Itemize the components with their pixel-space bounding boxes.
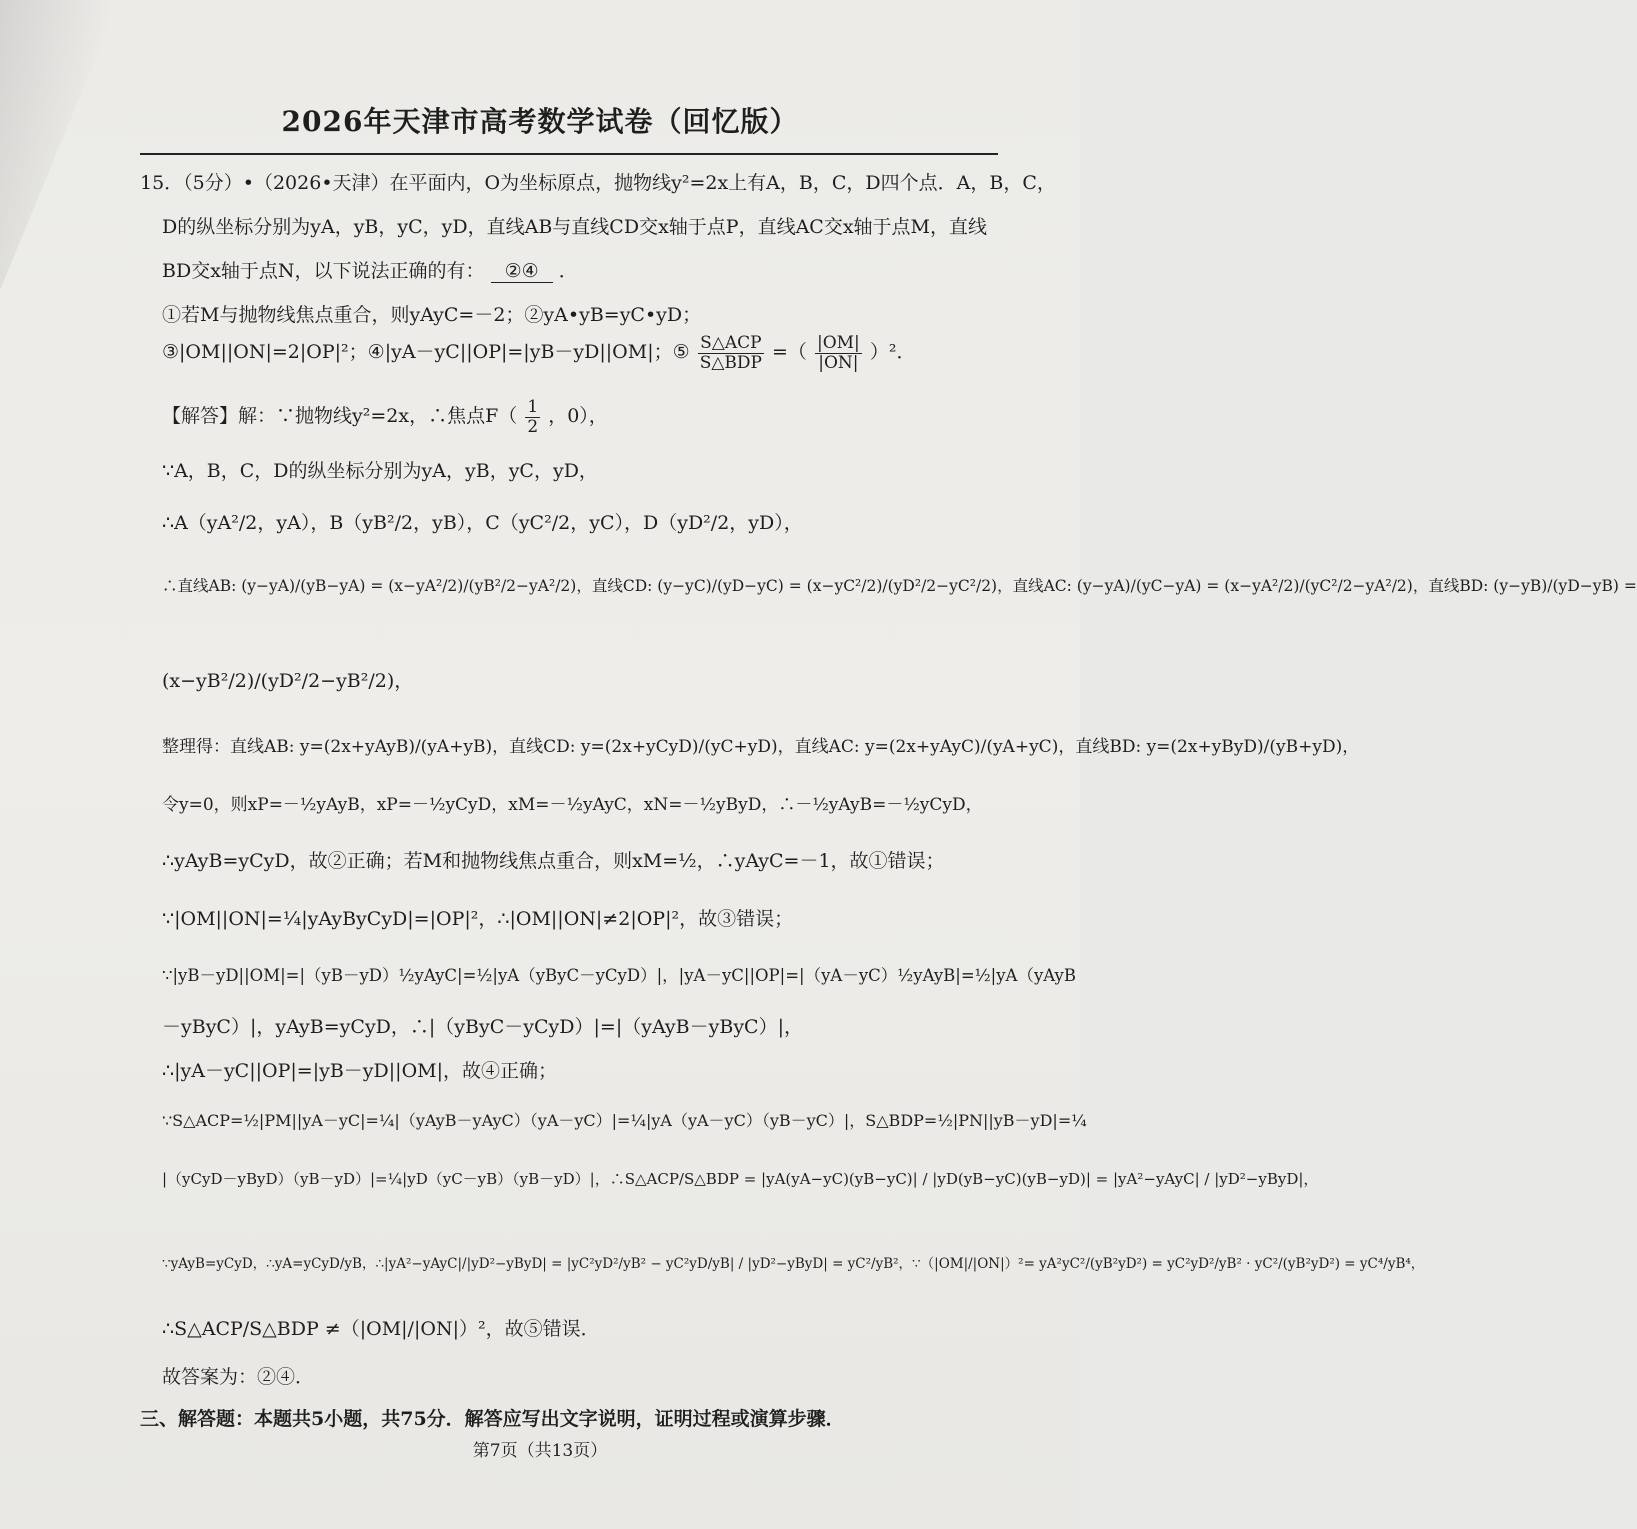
solution-line-1-end: ，0）， — [548, 405, 608, 428]
solution-line-4b: (x−yB²/2)/(yD²/2−yB²/2)， — [162, 670, 414, 692]
options-row-1: ①若M与抛物线焦点重合，则yAyC=－2；②yA•yB=yC•yD； — [162, 304, 702, 326]
solution-line-9: ∵|yB－yD||OM|=|（yB－yD）½yAyC|=½|yA（yByC－yCyD）|，|yA－yC||OP|=|（yA－yC）½yAyB|=½|yA（yAyB — [162, 966, 1076, 985]
solution-line-12: ∵S△ACP=½|PM||yA－yC|=¼|（yAyB－yAyC）（yA－yC）|=¼|yA（yA－yC）（yB－yC）|，S△BDP=½|PN||yB－yD|=¼ — [162, 1111, 1087, 1130]
option5-ratio-numerator: |OM| — [816, 333, 860, 353]
solution-line-8: ∵|OM||ON|=¼|yAyByCyD|=|OP|²，∴|OM||ON|≠2|OP|²，故③错误； — [162, 908, 794, 930]
solution-line-6: 令y=0，则xP=－½yAyB，xP=－½yCyD，xM=－½yAyC，xN=－½yByD，∴－½yAyB=－½yCyD， — [162, 795, 983, 815]
problem-line-1: 15．（5分）•（2026•天津）在平面内，O为坐标原点，抛物线y²=2x上有A，B，C，D四个点．A，B，C， — [140, 172, 1056, 194]
solution-line-14: ∵yAyB=yCyD，∴yA=yCyD/yB，∴|yA²−yAyC|/|yD²−yByD| = |yC²yD²/yB² − yC²yD/yB| / |yD²−yByD| = yC²/yB²，∵（|OM|/|ON|）²= yA²yC²/(yB²yD²) = yC²yD²/yB² · yC²/(yB²yD²) = yC⁴/yB⁴， — [162, 1256, 1425, 1272]
option5-area-ratio — [698, 334, 764, 372]
option5-denominator: S△BDP — [699, 352, 762, 373]
solution-line-11: ∴|yA－yC||OP|=|yB－yD||OM|，故④正确； — [162, 1060, 558, 1082]
answer-blank: ②④ — [491, 260, 553, 283]
options-row-2-text: ③|OM||ON|=2|OP|²；④|yA－yC||OP|=|yB－yD||OM|；⑤ — [162, 341, 690, 364]
page-footer: 第7页（共13页） — [472, 1441, 608, 1461]
solution-line-7: ∴yAyB=yCyD，故②正确；若M和抛物线焦点重合，则xM=½，∴yAyC=－1，故①错误； — [162, 850, 945, 872]
page-title: 2026年天津市高考数学试卷（回忆版） — [281, 105, 799, 138]
title-divider — [140, 153, 998, 155]
problem-line-3 — [162, 256, 578, 283]
problem-line-2: D的纵坐标分别为yA，yB，yC，yD，直线AB与直线CD交x轴于点P，直线AC交x轴于点M，直线 — [162, 216, 988, 238]
solution-line-1 — [162, 398, 608, 436]
option5-eq: =（ — [772, 341, 807, 364]
section-3-heading: 三、解答题：本题共5小题，共75分．解答应写出文字说明，证明过程或演算步骤． — [140, 1408, 845, 1430]
focus-x-numerator: 1 — [527, 397, 539, 417]
option5-length-ratio — [815, 334, 862, 372]
solution-line-15: ∴S△ACP/S△BDP ≠（|OM|/|ON|）²，故⑤错误． — [162, 1318, 600, 1340]
option5-ratio-denominator: |ON| — [818, 352, 859, 373]
problem-line-3-end: ． — [558, 260, 578, 282]
focus-x-denominator: 2 — [527, 416, 539, 437]
solution-line-2: ∵A，B，C，D的纵坐标分别为yA，yB，yC，yD， — [162, 460, 598, 482]
solution-answer: 故答案为：②④． — [162, 1366, 315, 1388]
solution-line-5: 整理得：直线AB: y=(2x+yAyB)/(yA+yB)，直线CD: y=(2x+yCyD)/(yC+yD)，直线AC: y=(2x+yAyC)/(yA+yC)，直线BD: y=(2x+yByD)/(yB+yD)， — [162, 737, 1360, 757]
solution-line-3: ∴A（yA²/2，yA），B（yB²/2，yB），C（yC²/2，yC），D（yD²/2，yD）， — [162, 512, 803, 534]
focus-x-fraction — [525, 398, 540, 436]
option5-end: ）²． — [869, 341, 916, 364]
option5-numerator: S△ACP — [700, 333, 762, 353]
page-fold-shadow — [0, 0, 140, 290]
solution-line-4: ∴直线AB: (y−yA)/(yB−yA) = (x−yA²/2)/(yB²/2−yA²/2)，直线CD: (y−yC)/(yD−yC) = (x−yC²/2)/(yD²/2−yC²/2)，直线AC: (y−yA)/(yC−yA) = (x−yA²/2)/(yC²/2−yA²/2)，直线BD: (y−yB)/(yD−yB) = — [162, 577, 1637, 595]
solution-line-10: －yByC）|，yAyB=yCyD，∴|（yByC－yCyD）|=|（yAyB－yByC）|， — [162, 1016, 803, 1038]
options-row-2 — [162, 334, 915, 372]
solution-line-1-text: 【解答】解：∵抛物线y²=2x，∴焦点F（ — [162, 405, 518, 428]
solution-line-13: |（yCyD－yByD）（yB－yD）|=¼|yD（yC－yB）（yB－yD）|，∴S△ACP/S△BDP = |yA(yA−yC)(yB−yC)| / |yD(yB−yC)(yB−yD)| = |yA²−yAyC| / |yD²−yByD|， — [162, 1170, 1319, 1188]
problem-line-3-text: BD交x轴于点N，以下说法正确的有： — [162, 260, 485, 282]
